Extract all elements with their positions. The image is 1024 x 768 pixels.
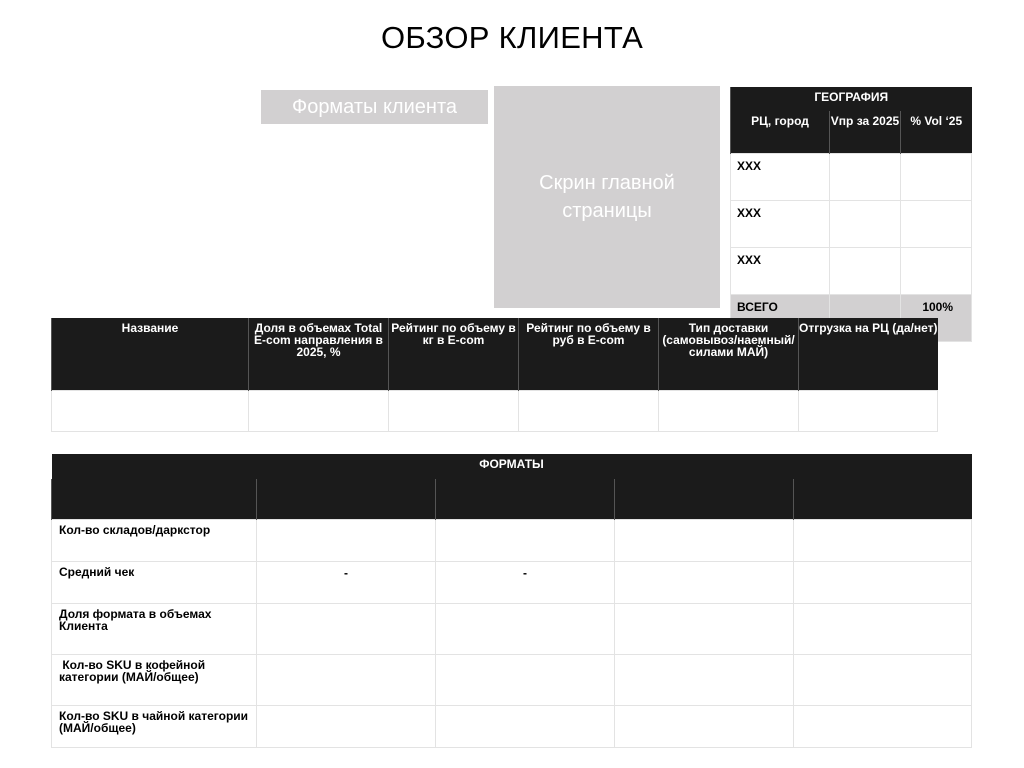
geo-percent	[901, 154, 972, 201]
client-col-shipment: Отгрузка на РЦ (да/нет)	[799, 318, 938, 391]
formats-header-cell	[257, 479, 436, 520]
client-cell	[659, 391, 799, 432]
formats-row-label: Кол-во складов/даркстор	[52, 520, 257, 562]
formats-cell	[615, 706, 794, 748]
formats-row	[52, 706, 972, 748]
formats-cell	[794, 706, 972, 748]
screenshot-placeholder-text: Скрин главной страницы	[539, 172, 675, 222]
client-cell	[249, 391, 389, 432]
formats-label: Форматы клиента	[261, 90, 488, 124]
client-col-name: Название	[52, 318, 249, 391]
formats-header-cell	[615, 479, 794, 520]
screenshot-placeholder	[494, 86, 720, 308]
formats-header-cell	[52, 479, 257, 520]
formats-header-cell	[436, 479, 615, 520]
client-table	[51, 318, 938, 432]
client-cell	[52, 391, 249, 432]
formats-cell	[436, 706, 615, 748]
geo-city: ХХХ	[731, 154, 830, 201]
geo-volume	[830, 201, 901, 248]
formats-cell	[794, 520, 972, 562]
formats-title: ФОРМАТЫ	[52, 454, 972, 479]
geo-row	[731, 248, 972, 295]
geo-col-percent: % Vol ‘25	[901, 111, 972, 154]
client-row	[52, 391, 938, 432]
geo-col-city: РЦ, город	[731, 111, 830, 154]
formats-cell	[615, 604, 794, 655]
geo-percent	[901, 201, 972, 248]
client-col-rank-rub: Рейтинг по объему в руб в E-com	[519, 318, 659, 391]
formats-cell	[436, 520, 615, 562]
geo-col-volume: Vпр за 2025	[830, 111, 901, 154]
formats-cell	[615, 520, 794, 562]
page-title: ОБЗОР КЛИЕНТА	[380, 20, 644, 55]
formats-cell	[794, 604, 972, 655]
client-cell	[389, 391, 519, 432]
client-col-delivery: Тип доставки (самовывоз/наемный/силами МАЙ)	[659, 318, 799, 391]
geo-row	[731, 201, 972, 248]
geo-total-label: ВСЕГО	[731, 295, 830, 342]
formats-row	[52, 604, 972, 655]
formats-cell	[794, 562, 972, 604]
geography-table	[730, 87, 972, 342]
formats-table	[51, 454, 972, 748]
formats-row-label: Доля формата в объемах Клиента	[52, 604, 257, 655]
formats-cell: -	[436, 562, 615, 604]
formats-cell	[436, 655, 615, 706]
geography-title: ГЕОГРАФИЯ	[731, 87, 972, 111]
formats-cell: -	[257, 562, 436, 604]
formats-cell	[257, 655, 436, 706]
formats-cell	[794, 655, 972, 706]
client-col-rank-kg: Рейтинг по объему в кг в E-com	[389, 318, 519, 391]
formats-row	[52, 562, 972, 604]
formats-row	[52, 520, 972, 562]
formats-row	[52, 655, 972, 706]
geo-volume	[830, 154, 901, 201]
formats-cell	[257, 604, 436, 655]
client-cell	[799, 391, 938, 432]
formats-cell	[615, 655, 794, 706]
formats-cell	[615, 562, 794, 604]
geo-city: ХХХ	[731, 201, 830, 248]
formats-cell	[436, 604, 615, 655]
geo-city: ХХХ	[731, 248, 830, 295]
formats-header-cell	[794, 479, 972, 520]
geo-total-percent: 100%	[901, 295, 972, 342]
geo-percent	[901, 248, 972, 295]
client-col-share: Доля в объемах Total E-com направления в 2025, %	[249, 318, 389, 391]
geo-row	[731, 154, 972, 201]
formats-row-label: Средний чек	[52, 562, 257, 604]
formats-cell	[257, 520, 436, 562]
geo-volume	[830, 248, 901, 295]
formats-row-label: Кол-во SKU в чайной категории (МАЙ/общее)	[52, 706, 257, 748]
formats-row-label: Кол-во SKU в кофейной категории (МАЙ/общее)	[52, 655, 257, 706]
formats-cell	[257, 706, 436, 748]
client-cell	[519, 391, 659, 432]
